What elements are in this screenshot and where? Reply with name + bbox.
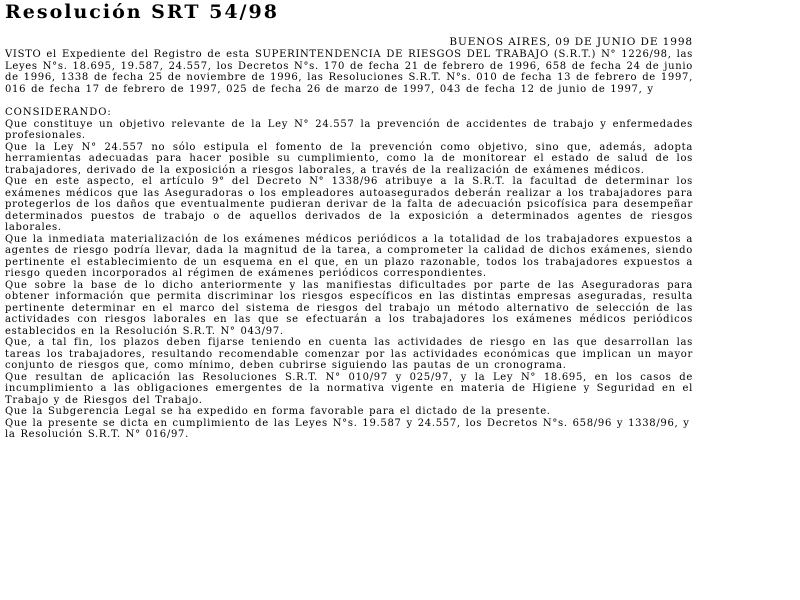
considerando-paragraph: Que, a tal fin, los plazos deben fijarse teniendo en cuenta las actividades de riesgo en las que desarrollan las tareas los trabajadores, resultando recomendable comenzar por las actividades económicas que implican un mayor conjunto de riesgos que, como mínimo, deben cubrirse siguiendo las pautas de un cronograma. [5,337,693,371]
considerando-heading: CONSIDERANDO: [5,107,112,118]
considerando-paragraph: Que resultan de aplicación las Resoluciones S.R.T. N° 010/97 y 025/97, y la Ley N° 18.695, en los casos de incumplimiento a las obligaciones emergentes de la normativa vigente en materia de Higiene y Seguridad en el Trabajo y de Riesgos del Trabajo. [5,371,693,406]
considerando-paragraph: Que sobre la base de lo dicho anteriormente y las manifiestas dificultades por parte de las Aseguradoras para obtener información que permita discriminar los riesgos específicos en las distintas empresas aseguradas, resulta pertinente determinar en el marco del sistema de riesgos del trabajo un método alternativo de selección de las actividades con riesgos laborales en las que se efectuarán a los trabajadores los exámenes médicos periódicos establecidos en la Resolución S.R.T. N° 043/97. [5,279,693,337]
considerando-paragraph: Que la Subgerencia Legal se ha expedido en forma favorable para el dictado de la presente. [5,406,551,417]
considerando-paragraph: Que en este aspecto, el artículo 9° del Decreto N° 1338/96 atribuye a la S.R.T. la facultad de determinar los exámenes médicos que las Aseguradoras o los empleadores autoasegurados deberán realizar a los trabajadores para protegerlos de los daños que eventualmente pudieran derivar de la falta de adecuación psicofísica para desempeñar determinados puestos de trabajo o de aquellos derivados de la exposición a determinados agentes de riesgos laborales. [5,176,693,233]
document-title: Resolución SRT 54/98 [5,1,279,23]
considerando-paragraph: Que la presente se dicta en cumplimiento de las Leyes N°s. 19.587 y 24.557, los Decretos N°s. 658/96 y 1338/96, y la Resolución S.R.T. N° 016/97. [5,417,690,440]
dateline: BUENOS AIRES, 09 DE JUNIO DE 1998 [449,36,693,48]
considerando-paragraph: Que la inmediata materialización de los exámenes médicos periódicos a la totalidad de los trabajadores expuestos a agentes de riesgo podría llevar, dada la magnitud de la tarea, a comprometer la calidad de dichos exámenes, siendo pertinente el establecimiento de un esquema en el que, en un plazo razonable, todos los trabajadores expuestos a riesgo queden incorporados al régimen de exámenes periódicos correspondientes. [5,233,693,279]
visto-paragraph: VISTO el Expediente del Registro de esta SUPERINTENDENCIA DE RIESGOS DEL TRABAJO (S.R.T.) N° 1226/98, las Leyes N°s. 18.695, 19.587, 24.557, los Decretos N°s. 170 de fecha 21 de febrero de 1996, 658 de fecha 24 de junio de 1996, 1338 de fecha 25 de noviembre de 1996, las Resoluciones S.R.T. N°s. 010 de fecha 13 de febrero de 1997, 016 de fecha 17 de febrero de 1997, 025 de fecha 26 de marzo de 1997, 043 de fecha 12 de junio de 1997, y [5,49,693,95]
considerando-paragraph: Que constituye un objetivo relevante de la Ley N° 24.557 la prevención de accidentes de trabajo y enfermedades profesionales. [5,118,693,141]
considerando-paragraph: Que la Ley N° 24.557 no sólo estipula el fomento de la prevención como objetivo, sino que, además, adopta herramientas adecuadas para hacer posible su cumplimiento, como la de monitorear el estado de salud de los trabajadores, derivado de la exposición a riesgos laborales, a través de la realización de exámenes médicos. [5,141,693,176]
